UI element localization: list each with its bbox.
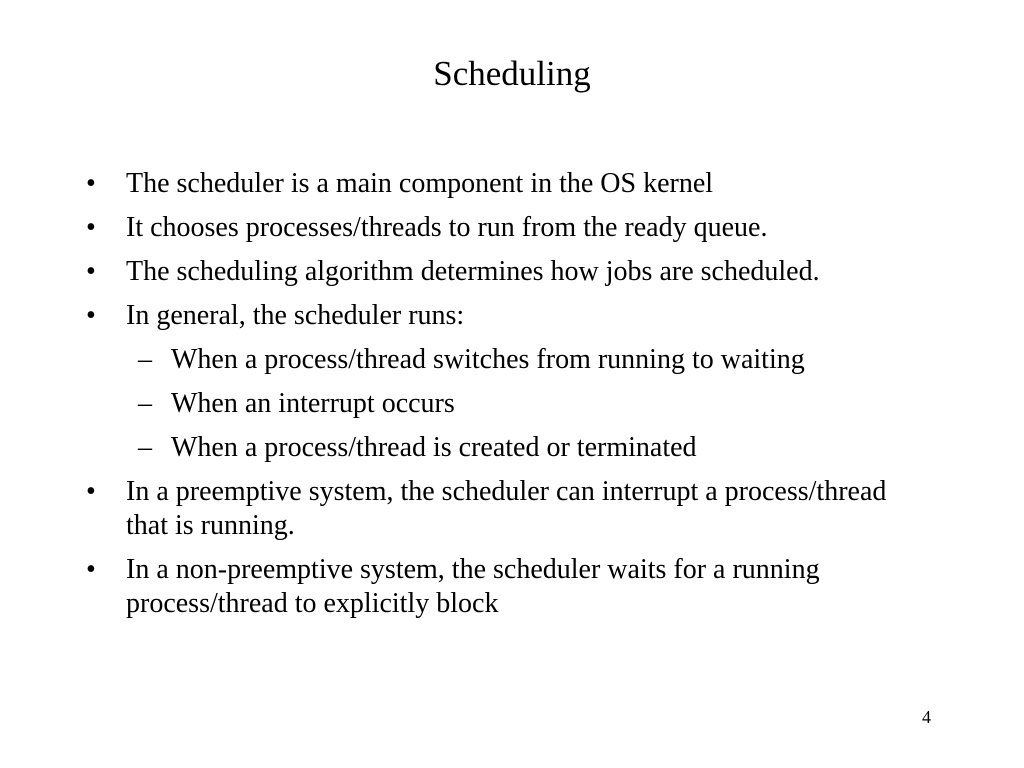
- sub-bullet-text: When a process/thread is created or terminated: [171, 432, 697, 463]
- bullet-text: In general, the scheduler runs:: [126, 300, 465, 331]
- bullet-item: [0, 299, 906, 333]
- bullet-text: The scheduler is a main component in the OS kernel: [126, 168, 714, 199]
- page-number: 4: [922, 707, 931, 727]
- sub-bullet-item: [0, 343, 871, 377]
- dash-marker: –: [138, 388, 152, 419]
- bullet-text: It chooses processes/threads to run from the ready queue.: [126, 212, 768, 243]
- bullet-item: [0, 211, 906, 245]
- bullet-marker: •: [86, 554, 96, 585]
- bullet-text: The scheduling algorithm determines how jobs are scheduled.: [126, 256, 820, 287]
- sub-bullet-item: [0, 431, 871, 465]
- dash-marker: –: [138, 432, 152, 463]
- bullet-text: In a non-preemptive system, the scheduler waits for a running process/thread to explicitly block: [126, 554, 820, 619]
- bullet-text: In a preemptive system, the scheduler can interrupt a process/thread that is running.: [126, 476, 887, 541]
- sub-bullet-item: [0, 387, 871, 421]
- sub-bullet-text: When a process/thread switches from running to waiting: [171, 344, 805, 375]
- bullet-item: [0, 475, 906, 543]
- bullet-marker: •: [86, 256, 96, 287]
- slide-title: Scheduling: [433, 54, 591, 93]
- bullet-item: [0, 167, 906, 201]
- bullet-item: [0, 553, 906, 621]
- bullet-item: [0, 255, 906, 289]
- sub-bullet-text: When an interrupt occurs: [171, 388, 455, 419]
- bullet-marker: •: [86, 212, 96, 243]
- bullet-marker: •: [86, 168, 96, 199]
- dash-marker: –: [138, 344, 152, 375]
- bullet-marker: •: [86, 476, 96, 507]
- bullet-list: [0, 167, 1024, 631]
- bullet-marker: •: [86, 300, 96, 331]
